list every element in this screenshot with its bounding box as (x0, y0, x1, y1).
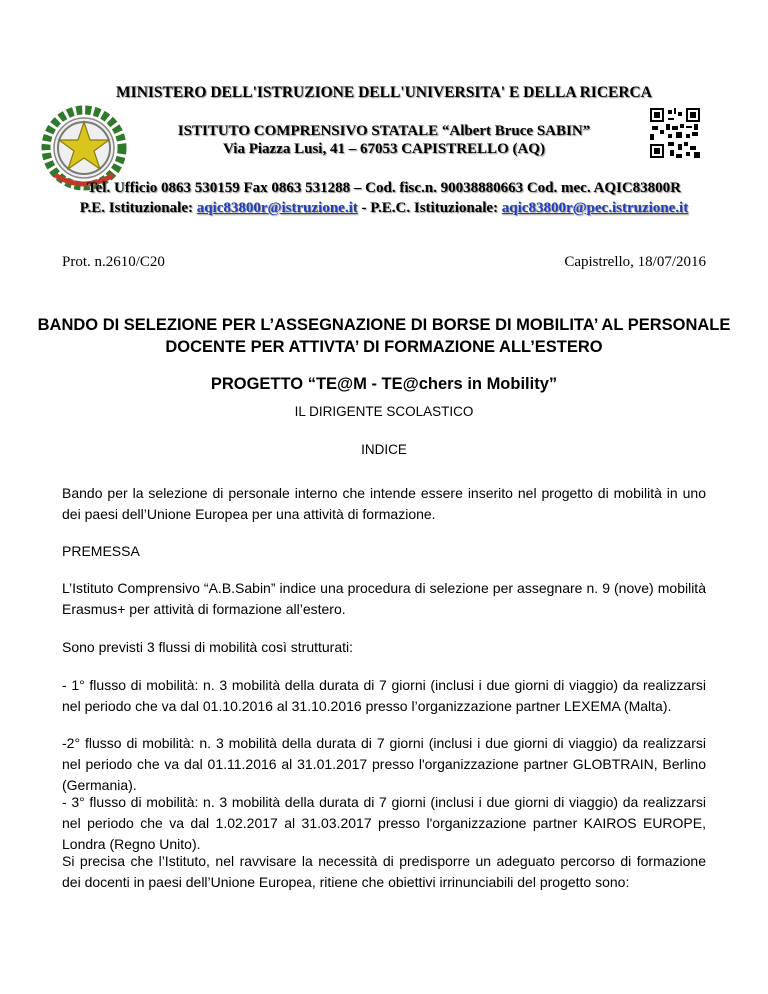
pe-label: P.E. Istituzionale: (79, 200, 197, 216)
email-contacts-line (0, 200, 768, 217)
paragraph-intro: Bando per la selezione di personale interno che intende essere inserito nel progetto di mobilità in uno dei paesi dell’Unione Europea per una attività di formazione. (62, 485, 706, 522)
contacts-line: Tel. Ufficio 0863 530159 Fax 0863 531288 – Cod. fisc.n. 90038880663 Cod. mec. AQIC83800R (86, 180, 682, 196)
pec-email-link[interactable]: aqic83800r@pec.istruzione.it (501, 200, 689, 216)
protocol-number: Prot. n.2610/C20 (62, 254, 165, 270)
project-title: PROGETTO “TE@M - TE@chers in Mobility” (210, 375, 558, 393)
pec-label: P.E.C. Istituzionale: (370, 200, 502, 216)
separator: - (357, 200, 371, 216)
paragraph-obiettivi: Si precisa che l’Istituto, nel ravvisare la necessità di predisporre un adeguato percorso di formazione dei docenti in paesi dell’Unione Europea, ritiene che obiettivi irrinunciabili del progetto sono: (62, 853, 706, 890)
paragraph-premessa: L’Istituto Comprensivo “A.B.Sabin” indice una procedura di selezione per assegnare n. 9 (nove) mobilità Erasmus+ per attività di formazione all’estero. (62, 580, 706, 617)
document-title-line-1: BANDO DI SELEZIONE PER L’ASSEGNAZIONE DI BORSE DI MOBILITA’ AL PERSONALE (37, 316, 731, 334)
pe-email-link[interactable]: aqic83800r@istruzione.it (196, 200, 358, 216)
dirigente-heading: IL DIRIGENTE SCOLASTICO (294, 404, 474, 419)
paragraph-flusso-1: - 1° flusso di mobilità: n. 3 mobilità della durata di 7 giorni (inclusi i due giorni di viaggio) da realizzarsi nel periodo che va dal 01.10.2016 al 31.10.2016 presso l’organizzazione partner LEXEMA (Malta). (62, 677, 706, 714)
document-title-line-2: DOCENTE PER ATTIVTA’ DI FORMAZIONE ALL’ESTERO (165, 338, 603, 356)
paragraph-flusso-2: -2° flusso di mobilità: n. 3 mobilità della durata di 7 giorni (inclusi i due giorni di viaggio) da realizzarsi nel periodo che va dal 01.11.2016 al 31.01.2017 presso l'organizzazione partner GLOBTRAIN, Berlino (Germania). (62, 735, 706, 793)
paragraph-flusso-3: - 3° flusso di mobilità: n. 3 mobilità della durata di 7 giorni (inclusi i due giorni di viaggio) da realizzarsi nel periodo che va dal 1.02.2017 al 31.03.2017 presso l'organizzazione partner KAIROS EUROPE, Londra (Regno Unito). (62, 794, 706, 852)
indice-heading: INDICE (361, 442, 407, 457)
place-date: Capistrello, 18/07/2016 (564, 254, 706, 270)
school-address: Via Piazza Lusi, 41 – 67053 CAPISTRELLO (AQ) (223, 141, 545, 157)
ministry-heading: MINISTERO DELL'ISTRUZIONE DELL'UNIVERSITA' E DELLA RICERCA (116, 84, 652, 101)
paragraph-flussi: Sono previsti 3 flussi di mobilità così strutturati: (62, 639, 354, 655)
school-name: ISTITUTO COMPRENSIVO STATALE “Albert Bruce SABIN” (177, 123, 591, 139)
premessa-heading: PREMESSA (62, 543, 140, 559)
